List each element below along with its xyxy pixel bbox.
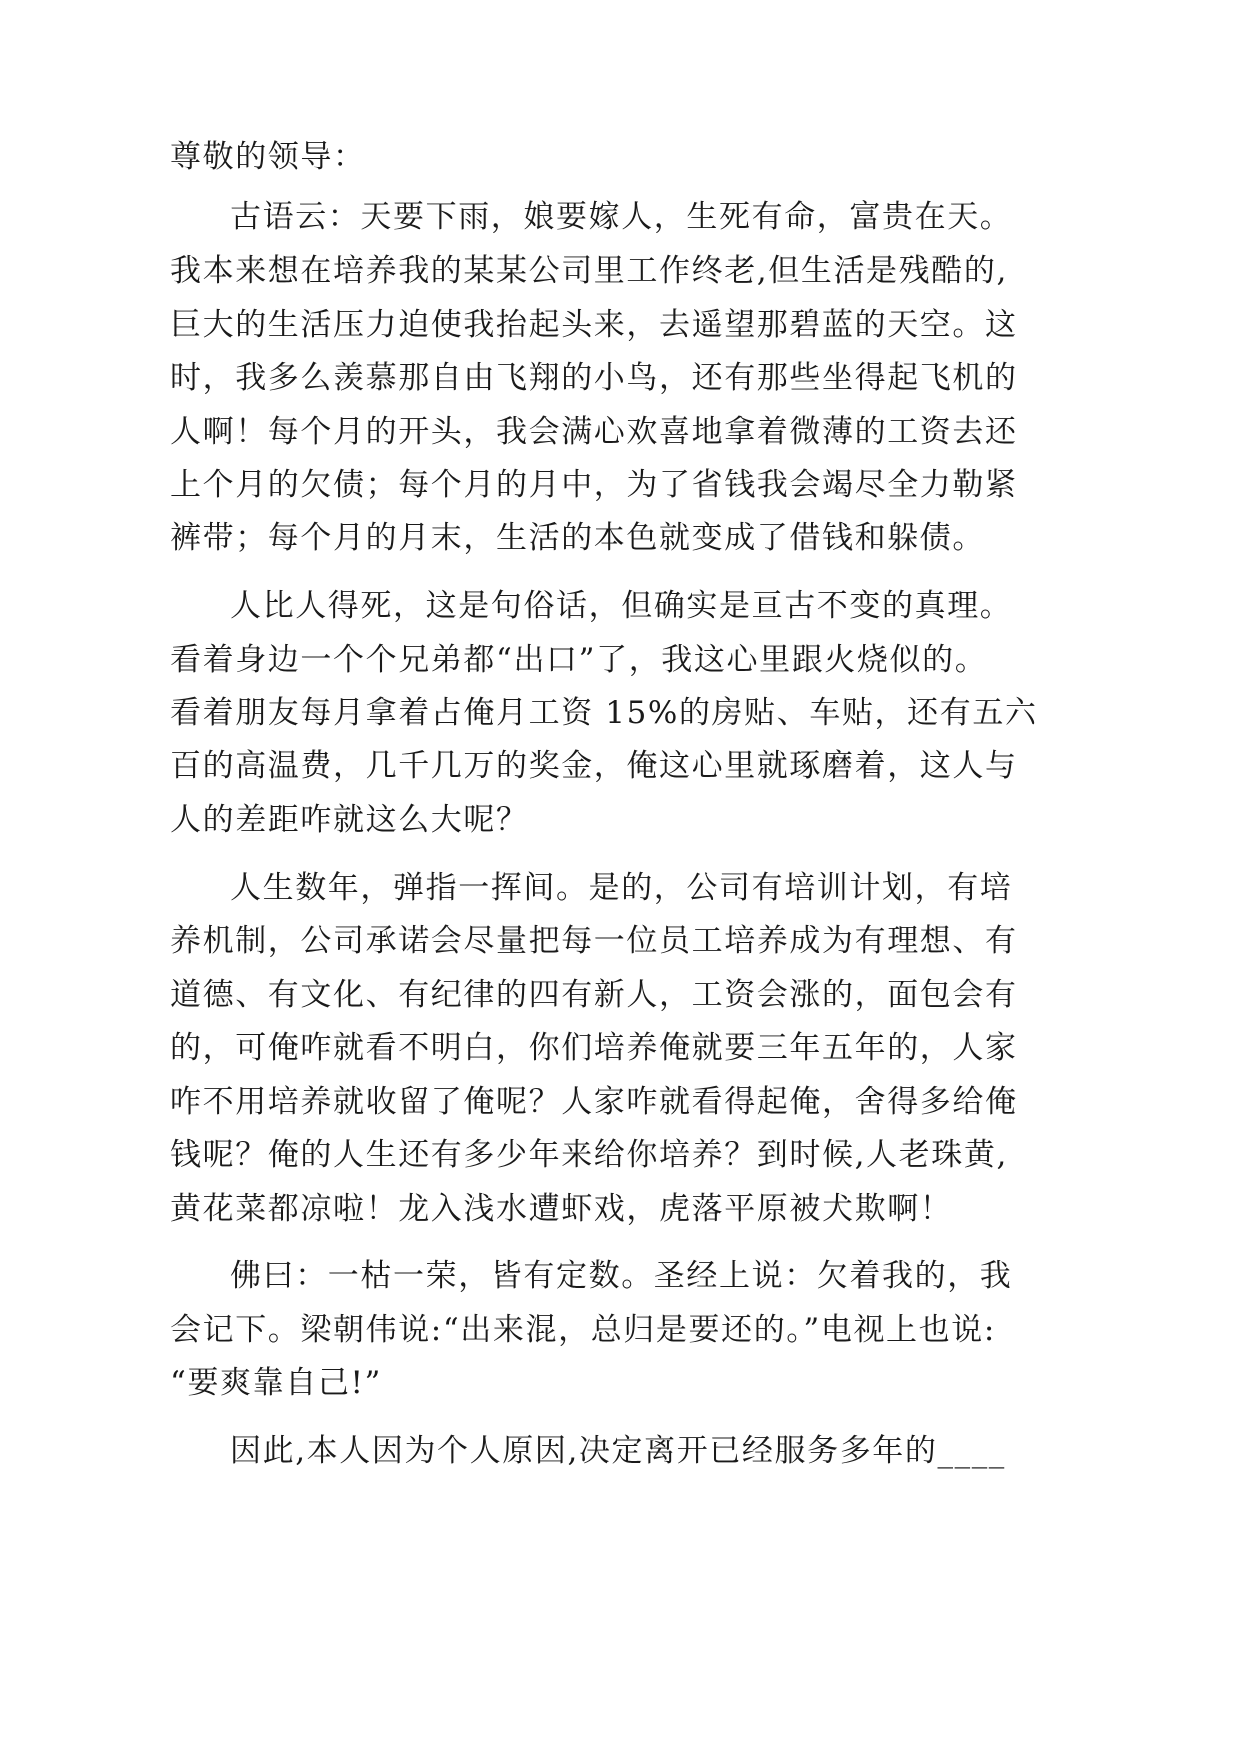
paragraph-3-line-7: 黄花菜都凉啦！龙入浅水遭虾戏，虎落平原被犬欺啊！: [170, 1191, 953, 1227]
paragraph-2-line-5: 人的差距咋就这么大呢？: [170, 802, 529, 838]
paragraph-3-line-5: 咋不用培养就收留了俺呢？人家咋就看得起俺，舍得多给俺: [170, 1084, 1018, 1120]
paragraph-4-line-1: 佛曰：一枯一荣，皆有定数。圣经上说：欠着我的，我: [230, 1258, 1013, 1294]
paragraph-3-line-2: 养机制，公司承诺会尽量把每一位员工培养成为有理想、有: [170, 923, 1018, 959]
paragraph-1-line-4: 时，我多么羡慕那自由飞翔的小鸟，还有那些坐得起飞机的: [170, 360, 1018, 396]
paragraph-1-line-3: 巨大的生活压力迫使我抬起头来，去遥望那碧蓝的天空。这: [170, 307, 1018, 343]
paragraph-3-line-4: 的，可俺咋就看不明白，你们培养俺就要三年五年的，人家: [170, 1030, 1018, 1066]
paragraph-5-line-1: 因此,本人因为个人原因,决定离开已经服务多年的____: [230, 1433, 1006, 1469]
paragraph-1-line-6: 上个月的欠债；每个月的月中，为了省钱我会竭尽全力勒紧: [170, 467, 1018, 503]
paragraph-3-line-6: 钱呢？俺的人生还有多少年来给你培养？到时候,人老珠黄,: [170, 1137, 1008, 1173]
paragraph-1-line-2: 我本来想在培养我的某某公司里工作终老,但生活是残酷的,: [170, 253, 1008, 289]
paragraph-3-line-3: 道德、有文化、有纪律的四有新人，工资会涨的，面包会有: [170, 977, 1018, 1013]
paragraph-1-line-1: 古语云：天要下雨，娘要嫁人，生死有命，富贵在天。: [230, 199, 1013, 235]
paragraph-2-line-2: 看着身边一个个兄弟都“出口”了，我这心里跟火烧似的。: [170, 642, 988, 678]
paragraph-2-line-1: 人比人得死，这是句俗话，但确实是亘古不变的真理。: [230, 588, 1013, 624]
paragraph-1-line-5: 人啊！每个月的开头，我会满心欢喜地拿着微薄的工资去还: [170, 414, 1018, 450]
salutation: 尊敬的领导：: [170, 139, 366, 175]
paragraph-1-line-7: 裤带；每个月的月末，生活的本色就变成了借钱和躲债。: [170, 520, 985, 556]
paragraph-4-line-2: 会记下。梁朝伟说:“出来混，总归是要还的。”电视上也说:: [170, 1312, 996, 1348]
paragraph-2-line-4: 百的高温费，几千几万的奖金，俺这心里就琢磨着，这人与: [170, 748, 1018, 784]
paragraph-4-line-3: “要爽靠自己!”: [170, 1365, 382, 1401]
paragraph-3-line-1: 人生数年，弹指一挥间。是的，公司有培训计划，有培: [230, 870, 1013, 906]
paragraph-2-line-3: 看着朋友每月拿着占俺月工资 15%的房贴、车贴，还有五六: [170, 695, 1038, 731]
